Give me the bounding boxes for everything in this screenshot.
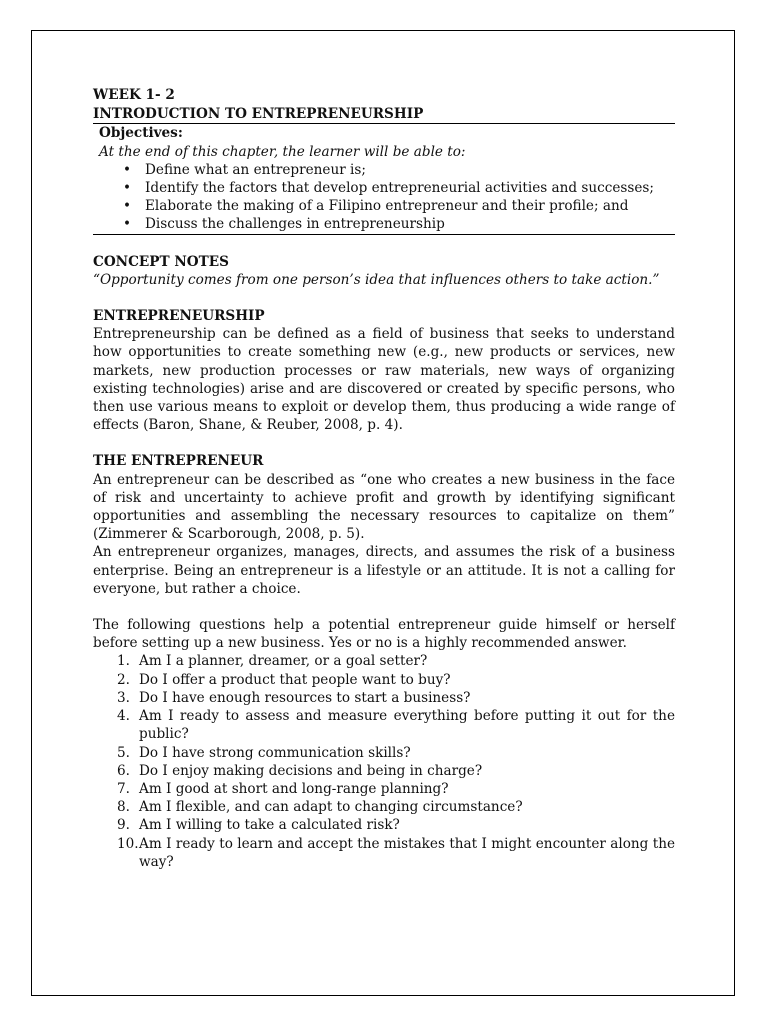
page-content [93, 86, 675, 871]
objectives-heading: Objectives: [99, 125, 183, 142]
question-item: 7. Am I good at short and long-range planning? [117, 780, 449, 797]
entrepreneurship-body: Entrepreneurship can be defined as a field of business that seeks to understand how opportunities to create something new (e.g., new products or services, new markets, new production processes or raw materials, new ways of organizing existing technologies) arise and are discovered or created by specific persons, who then use various means to exploit or develop them, thus producing a wide range of effects (Baron, Shane, & Reuber, 2008, p. 4). [93, 326, 675, 434]
chapter-title: INTRODUCTION TO ENTREPRENEURSHIP [93, 106, 424, 123]
bullet-icon: • [123, 216, 132, 233]
questions-intro: The following questions help a potential entrepreneur guide himself or herself before setting up a new business. Yes or no is a highly recommended answer. [93, 617, 675, 652]
bullet-icon: • [123, 180, 132, 197]
question-item: 2. Do I offer a product that people want to buy? [117, 671, 451, 688]
question-item: 8. Am I flexible, and can adapt to changing circumstance? [117, 799, 523, 816]
entrepreneurship-heading: ENTREPRENEURSHIP [93, 308, 265, 325]
question-item: 3. Do I have enough resources to start a business? [117, 689, 471, 706]
bullet-icon: • [123, 198, 132, 215]
the-entrepreneur-para1: An entrepreneur can be described as “one who creates a new business in the face of risk and uncertainty to achieve profit and growth by identifying significant opportunities and assembling the necessary resources to capitalize on them” (Zimmerer & Scarborough, 2008, p. 5). [93, 471, 675, 543]
objective-item: • Elaborate the making of a Filipino entrepreneur and their profile; and [123, 198, 629, 215]
question-item: 6. Do I enjoy making decisions and being in charge? [117, 762, 483, 779]
objective-item: • Identify the factors that develop entrepreneurial activities and successes; [123, 180, 654, 197]
questions-list [93, 652, 675, 870]
question-item: 5. Do I have strong communication skills? [117, 744, 411, 761]
bullet-icon: • [123, 161, 132, 178]
objective-item: • Define what an entrepreneur is; [123, 161, 366, 178]
concept-notes-quote: “Opportunity comes from one person’s idea that influences others to take action.” [93, 271, 660, 288]
concept-notes-heading: CONCEPT NOTES [93, 253, 229, 270]
objectives-list [93, 161, 675, 234]
the-entrepreneur-para2: An entrepreneur organizes, manages, directs, and assumes the risk of a business enterprise. Being an entrepreneur is a lifestyle or an attitude. It is not a calling for everyone, but rather a choice. [93, 544, 675, 597]
question-item: 4. Am I ready to assess and measure everything before putting it out for the public? [117, 708, 675, 743]
objectives-intro: At the end of this chapter, the learner will be able to: [99, 143, 466, 160]
week-label: WEEK 1- 2 [93, 87, 175, 103]
question-item: 10. Am I ready to learn and accept the mistakes that I might encounter along the way? [117, 835, 675, 870]
objective-item: • Discuss the challenges in entrepreneurship [123, 216, 445, 233]
question-item: 9. Am I willing to take a calculated risk? [117, 817, 400, 834]
the-entrepreneur-heading: THE ENTREPRENEUR [93, 453, 264, 470]
question-item: 1. Am I a planner, dreamer, or a goal setter? [117, 653, 428, 670]
